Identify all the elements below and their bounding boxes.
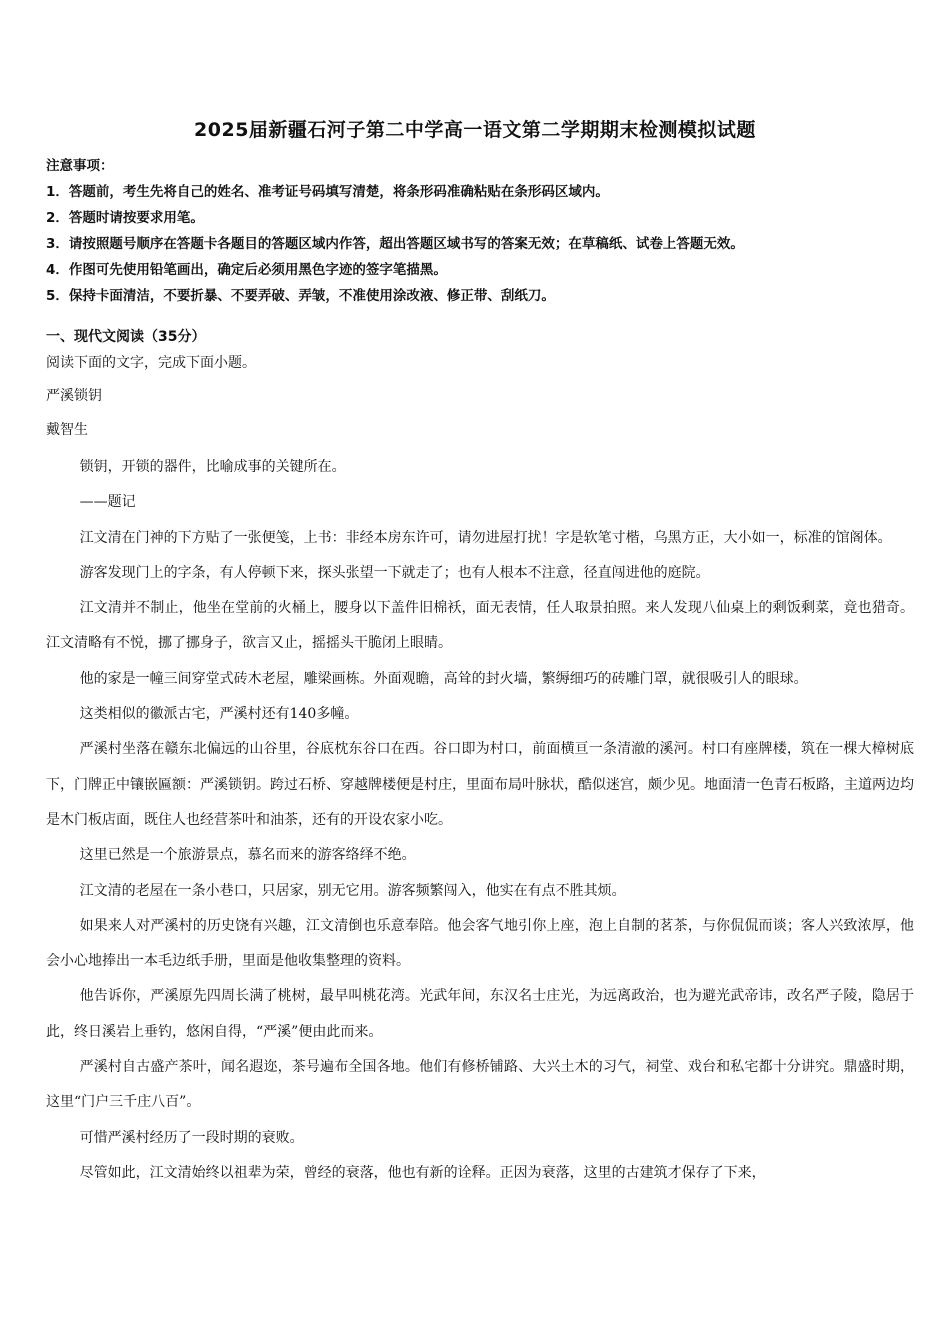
article-author: 戴智生 [46,422,88,438]
paragraph: ——题记 [79,494,136,511]
paragraph: 严溪村自古盛产茶叶，闻名遐迩，茶号遍布全国各地。他们有修桥铺路、大兴土木的习气，祠堂、戏台和私宅都十分讲究。鼎盛时期，这里“门户三千庄八百”。 [46,1059,914,1111]
notes-block [46,153,916,309]
paragraph: 锁钥，开锁的器件，比喻成事的关键所在。 [79,459,346,475]
paragraph: 江文清并不制止，他坐在堂前的火桶上，腰身以下盖件旧棉袄，面无表情，任人取景拍照。来人发现八仙桌上的剩饭剩菜，竟也猎奇。江文清略有不悦，挪了挪身子，欲言又止，摇摇头干脆闭上眼睛。 [46,600,914,652]
paragraph: 他告诉你，严溪原先四周长满了桃树，最早叫桃花湾。光武年间，东汉名士庄光，为远离政治，也为避光武帝讳，改名严子陵，隐居于此，终日溪岩上垂钓，悠闲自得，“严溪”便由此而来。 [46,988,914,1040]
section-title: 一、现代文阅读（35分） [46,329,206,345]
paragraph: 如果来人对严溪村的历史饶有兴趣，江文清倒也乐意奉陪。他会客气地引你上座，泡上自制的茗茶，与你侃侃而谈；客人兴致浓厚，他会小心地捧出一本毛边纸手册，里面是他收集整理的资料。 [46,917,914,970]
note-item: 1．答题前，考生先将自己的姓名、准考证号码填写清楚，将条形码准确粘贴在条形码区域内。 [46,184,609,200]
note-item: 2．答题时请按要求用笔。 [46,210,204,226]
paragraph: 他的家是一幢三间穿堂式砖木老屋，雕梁画栋。外面观瞻，高耸的封火墙，繁缛细巧的砖雕门罩，就很吸引人的眼球。 [79,670,808,687]
paragraph: 江文清的老屋在一条小巷口，只居家，别无它用。游客频繁闯入，他实在有点不胜其烦。 [79,882,626,899]
paragraph: 这里已然是一个旅游景点，慕名而来的游客络绎不绝。 [79,847,416,864]
paragraph: 尽管如此，江文清始终以祖辈为荣，曾经的衰落，他也有新的诠释。正因为衰落，这里的古建筑才保存了下来， [79,1164,766,1181]
note-item: 3．请按照题号顺序在答题卡各题目的答题区域内作答，超出答题区域书写的答案无效；在草稿纸、试卷上答题无效。 [46,236,744,252]
paragraph: 严溪村坐落在赣东北偏远的山谷里，谷底枕东谷口在西。谷口即为村口，前面横亘一条清澈的溪河。村口有座牌楼，筑在一棵大樟树底下，门牌正中镶嵌匾额：严溪锁钥。跨过石桥、穿越牌楼便是村庄，里面布局叶脉状，酷似迷宫，颇少见。地面清一色青石板路，主道两边均是木门板店面，既住人也经营茶叶和油茶，还有的开设农家小吃。 [46,741,914,828]
paragraph: 这类相似的徽派古宅，严溪村还有140多幢。 [79,706,359,723]
note-item: 4．作图可先使用铅笔画出，确定后必须用黑色字迹的签字笔描黑。 [46,262,447,278]
paragraph: 江文清在门神的下方贴了一张便笺，上书：非经本房东许可，请勿进屋打扰！字是软笔寸楷，乌黑方正，大小如一，标准的馆阁体。 [79,529,892,546]
note-item: 5．保持卡面清洁，不要折暴、不要弄破、弄皱，不准使用涂改液、修正带、刮纸刀。 [46,288,555,304]
document-title: 2025届新疆石河子第二中学高一语文第二学期期末检测模拟试题 [194,119,756,141]
paragraph: 游客发现门上的字条，有人停顿下来，探头张望一下就走了；也有人根本不注意，径直闯进他的庭院。 [79,564,710,581]
reading-instruction: 阅读下面的文字，完成下面小题。 [46,355,256,371]
paragraph: 可惜严溪村经历了一段时期的衰败。 [79,1129,304,1146]
article-body [46,450,914,1191]
notes-heading: 注意事项： [46,158,114,174]
article-title: 严溪锁钥 [46,388,102,404]
